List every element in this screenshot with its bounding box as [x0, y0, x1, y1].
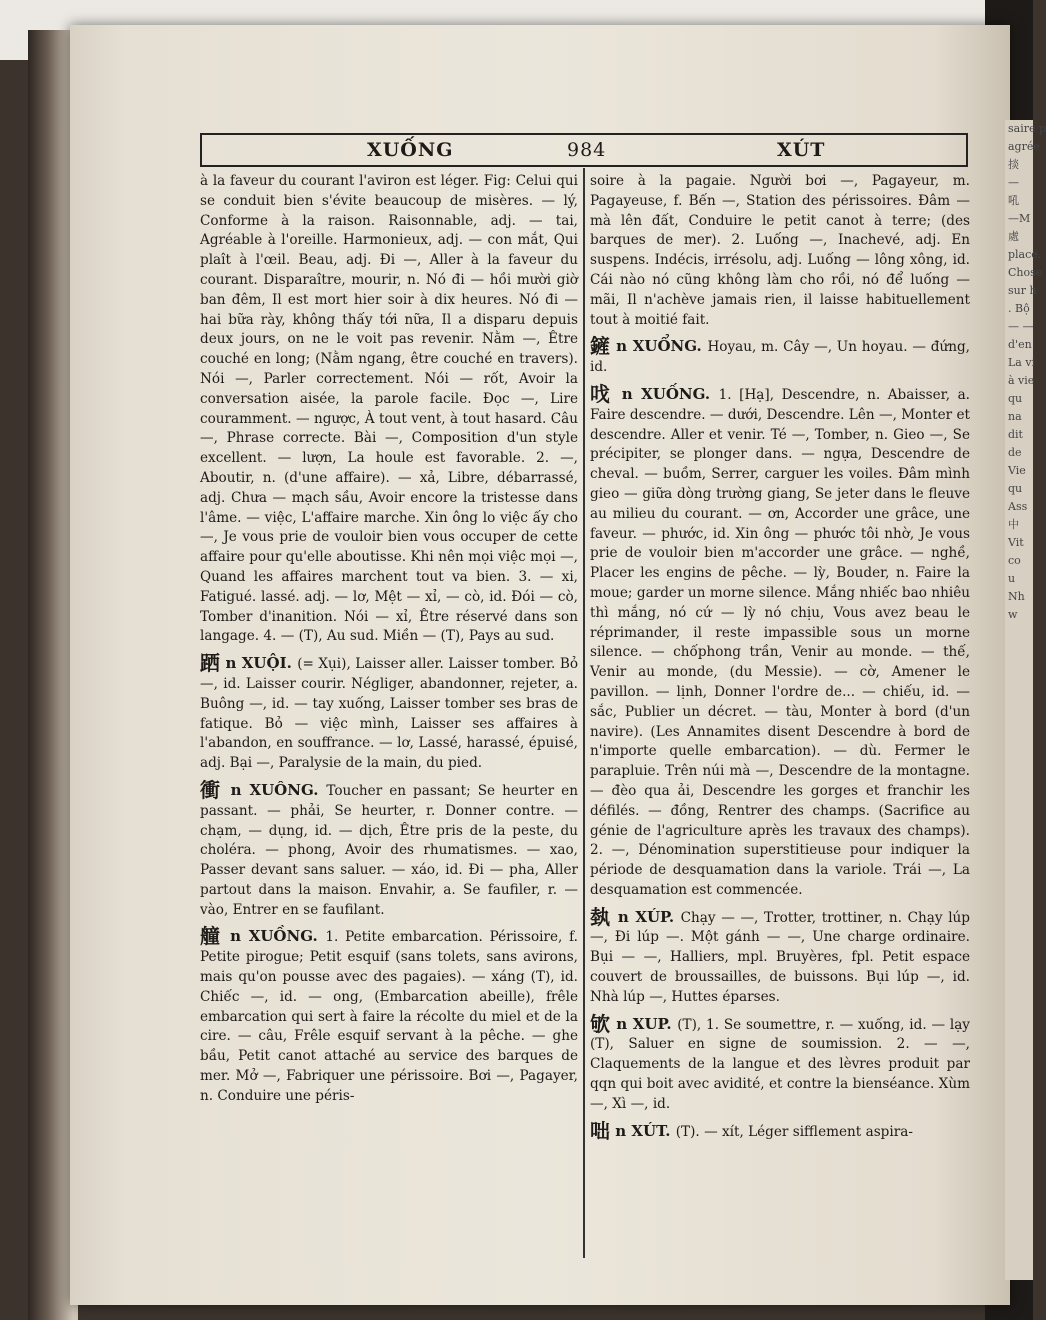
entry-continuation	[200, 172, 578, 647]
entry-headword: n XUỐNG.	[613, 384, 719, 403]
entry-continuation	[590, 172, 970, 330]
adjacent-page-fragment: —	[1008, 176, 1019, 189]
adjacent-page-fragment: saire p	[1008, 122, 1046, 135]
entry-definition: Hoyau, m. Cây —, Un hoyau. — đứng, id.	[590, 339, 970, 376]
adjacent-page-fragment: Ass	[1008, 500, 1028, 513]
entry-character: 跴	[200, 651, 221, 676]
adjacent-page-fragment: 中	[1008, 518, 1019, 531]
entry-headword: n XÚT.	[610, 1121, 676, 1140]
entry-character: 艟	[200, 924, 223, 949]
entry-character: 鏟	[590, 334, 611, 359]
adjacent-page-fragment: w	[1008, 608, 1018, 621]
adjacent-page-fragment: —M	[1008, 212, 1031, 225]
dictionary-entry	[590, 904, 971, 1008]
right-column	[590, 172, 970, 1262]
adjacent-page-fragment: Chose	[1008, 266, 1043, 279]
adjacent-page-fragment: place.	[1008, 248, 1042, 261]
dictionary-entry	[590, 381, 971, 901]
entry-headword: n XUÔNG.	[222, 780, 327, 799]
adjacent-page-fragment: u	[1008, 572, 1016, 585]
entry-definition: 1. [Hạ], Descendre, n. Abaisser, a. Faire descendre. — dưới, Descendre. Lên —, Monter et descendre. Aller et venir. Té —, Tomber, n. Gieo —, Se précipiter, se plonger dans. — ngựa, Descendre de cheval. — buồm, Serrer, carguer les voiles. Đâm mình gieo — giữa dòng trường giang, Se jeter dans le fleuve au milieu du courant. — ơn, Accorder une grâce, une faveur. — phước, id. Xin ông — phước tôi nhờ, Je vous prie de vouloir bien m'accorder une grâce. — nghề, Placer les engins de pêche. — lỳ, Bouder, n. Faire la moue; garder un morne silence. Mắng nhiếc bao nhiêu thì mắng, nó cứ — lỳ nó chịu, Vous avez beau le réprimander, il reste impassible sous un morne silence. — chốphong trần, Venir au monde. — thế, Venir au monde, (du Messie). — cờ, Amener le pavillon. — lịnh, Donner l'ordre de... — chiếu, id. — sắc, Publier un décret. — tàu, Monter à bord (d'un navire). (Les Annamites disent Descendre à bord de n'importe quelle embarcation). — dù. Fermer le parapluie. Trên núi mà —, Descendre de la montagne. — đèo qua ải, Descendre les gorges et franchir les défilés. — đồng, Rentrer des champs. (Sacrifice au génie de l'agriculture après les travaux des champs). 2. —, Dénomination superstitieuse pour indiquer la période de desquamation dans la variole. Trái —, La desquamation est commencée.	[590, 386, 971, 898]
adjacent-page-fragment: La vi	[1008, 356, 1036, 369]
entry-definition: soire à la pagaie. Người bơi —, Pagayeur, m. Pagayeuse, f. Bến —, Station des périssoires. Đâm — mà lên đất, Conduire le petit canot à terre; (des barques de mer). 2. Luống —, Inachevé, adj. En suspens. Indécis, irrésolu, adj. Luống — lông xông, id. Cái nào nó cũng không làm cho rồi, nó để luống — mãi, Il n'achève jamais rien, il laisse habituellement tout à moitié fait.	[590, 173, 970, 328]
adjacent-page-fragment: 吼	[1008, 194, 1019, 207]
entry-headword: n XUỘI.	[220, 654, 298, 673]
entry-definition: Toucher en passant; Se heurter en passant. — phải, Se heurter, r. Donner contre. — chạm, — dụng, id. — dịch, Être pris de la peste, du choléra. — phong, Avoir des rhumatismes. — xao, Passer devant sans saluer. — xáo, id. Đi — pha, Aller partout dans la maison. Envahir, a. Se faufiler, r. — vào, Entrer en se faufilant.	[200, 782, 578, 918]
dictionary-entry	[590, 1118, 970, 1143]
adjacent-page-fragment: co	[1008, 554, 1021, 567]
adjacent-page-fragment: agrée	[1008, 140, 1040, 153]
dictionary-entry	[200, 924, 578, 1106]
header-left-guideword: XUỐNG	[367, 139, 454, 161]
page-number: 984	[567, 139, 607, 161]
entry-character: 埶	[590, 904, 612, 929]
entry-headword: n XÚP.	[611, 907, 681, 926]
adjacent-page-fragment: Vie	[1008, 464, 1026, 477]
entry-headword: n XUỒNG.	[222, 927, 326, 946]
entry-character: 衝	[200, 777, 223, 802]
adjacent-page-fragment: 處	[1008, 230, 1019, 243]
entry-character: 𠯫	[590, 381, 614, 406]
header-right-guideword: XÚT	[777, 139, 826, 161]
adjacent-page-fragment: qu	[1008, 482, 1023, 495]
adjacent-page-edge	[1005, 120, 1046, 1280]
entry-headword: n XUỔNG.	[610, 337, 708, 356]
adjacent-page-fragment: d'en	[1008, 338, 1032, 351]
dictionary-entry	[590, 1011, 970, 1115]
entry-definition: (T). — xít, Léger sifflement aspira-	[675, 1123, 913, 1140]
dictionary-entry	[200, 777, 578, 921]
entry-definition: (= Xụi), Laisser aller. Laisser tomber. Bỏ —, id. Laisser courir. Négliger, abandonner, rejeter, a. Buông —, id. — tay xuống, Laisser tomber ses bras de fatique. Bỏ — việc mình, Laisser ses affaires à l'abandon, en souffrance. — lơ, Lassé, harassé, épuisé, adj. Bại —, Paralysie de la main, du pied.	[200, 656, 578, 772]
adjacent-page-fragment: — —	[1008, 320, 1034, 333]
adjacent-page-fragment: à vie	[1008, 374, 1035, 387]
adjacent-page-fragment: na	[1008, 410, 1022, 423]
adjacent-page-fragment: sur h	[1008, 284, 1037, 297]
left-column	[200, 172, 578, 1262]
entry-definition: à la faveur du courant l'aviron est léger. Fig: Celui qui se conduit bien s'évite beaucoup de misères. — lý, Conforme à la raison. Raisonnable, adj. — tai, Agréable à l'oreille. Harmonieux, adj. — con mắt, Qui plaît à l'œil. Beau, adj. Đi —, Aller à la faveur du courant. Disparaître, mourir, n. Nó đi — hồi mười giờ ban đêm, Il est mort hier soir à dix heures. Nó đi — hai bữa rày, không thấy tới nữa, Il a disparu depuis deux jours, on ne le voit pas revenir. Nằm —, Être couché en long; (Nằm ngang, être couché en travers). Nói —, Parler correctement. Nói — rốt, Avoir la conversation aisée, la parole facile. Đọc —, Lire couramment. — ngược, À tout vent, à tout hasard. Câu —, Phrase correcte. Bài —, Composition d'un style excellent. — lượn, La houle est favorable. 2. —, Aboutir, n. (d'une affaire). — xả, Libre, débarrassé, adj. Chưa — mạch sầu, Avoir encore la tristesse dans l'âme. — việc, L'affaire marche. Xin ông lo việc ấy cho —, Je vous prie de vouloir bien vous occuper de cette affaire pour qu'elle aboutisse. Khi nên mọi việc mọi —, Quand les affaires marchent tout va bien. 3. — xi, Fatigué. lassé. adj. — lơ, Mệt — xỉ, — cò, id. Đói — cò, Tomber d'inanition. Nói — xỉ, Être réservé dans son langage. 4. — (T), Au sud. Miền — (T), Pays au sud.	[200, 173, 578, 645]
dictionary-entry	[590, 334, 970, 378]
adjacent-page-fragment: de	[1008, 446, 1022, 459]
entry-definition: Chạy — —, Trotter, trottiner, n. Chạy lúp —, Đi lúp —. Một gánh — —, Une charge ordinaire. Bụi — —, Halliers, mpl. Bruyères, fpl. Petit espace couvert de broussailles, de buissons. Bụi lúp —, id. Nhà lúp —, Huttes éparses.	[590, 909, 971, 1005]
page-header	[200, 133, 968, 167]
adjacent-page-fragment: 掞	[1008, 158, 1019, 171]
entry-definition: (T), 1. Se soumettre, r. — xuống, id. — lạy (T), Saluer en signe de soumission. 2. — —, Claquements de la langue et des lèvres produit par qqn qui boit avec avidité, et contre la bienséance. Xùm —, Xì —, id.	[590, 1016, 970, 1112]
adjacent-page-fragment: qu	[1008, 392, 1023, 405]
entry-headword: n XUP.	[610, 1014, 678, 1033]
column-divider	[583, 168, 585, 1258]
adjacent-page-fragment: . Bộ	[1008, 302, 1030, 315]
entry-character: 欨	[590, 1011, 611, 1036]
entry-character: 咄	[590, 1118, 610, 1143]
adjacent-page-fragment: Vit	[1008, 536, 1024, 549]
dictionary-entry	[200, 651, 578, 774]
adjacent-page-fragment: Nh	[1008, 590, 1025, 603]
entry-definition: 1. Petite embarcation. Périssoire, f. Petite pirogue; Petit esquif (sans tolets, sans avirons, mais qu'on pousse avec des pagaies). — xáng (T), id. Chiếc —, id. — ong, (Embarcation abeille), frêle embarcation qui sert à faire la récolte du miel et de la cire. — câu, Frêle esquif servant à la pêche. — ghe bầu, Petit canot attaché au service des barques de mer. Mở —, Fabriquer une périssoire. Bơi —, Pagayer, n. Conduire une péris-	[200, 929, 578, 1104]
adjacent-page-fragment: dit	[1008, 428, 1023, 441]
